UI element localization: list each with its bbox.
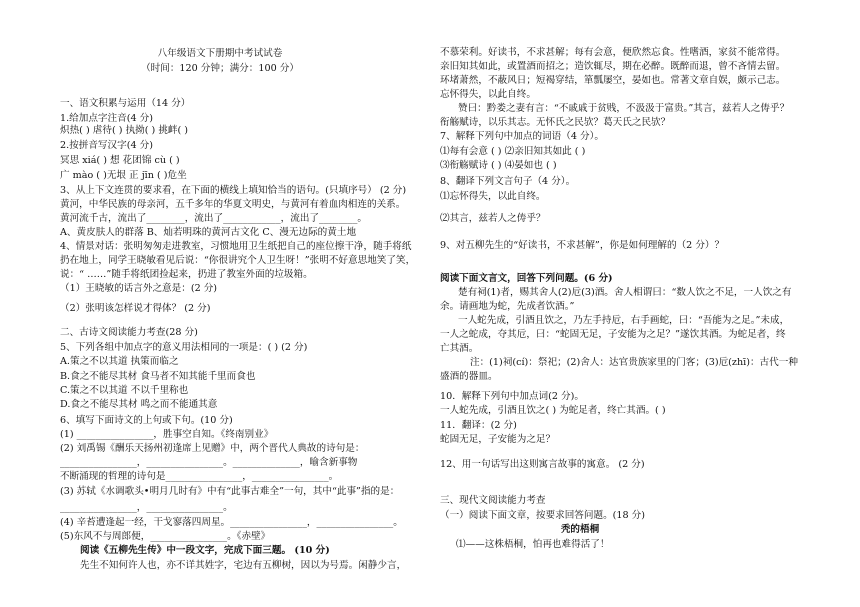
passage-line: 不慕荣利。好读书，不求甚解；每有会意，便欣然忘食。性嗜酒，家贫不能常得。 — [440, 47, 786, 58]
question-line: ________________，________________。 — [60, 502, 233, 513]
question-line: ________________，________________。______________，喻含新事物 — [60, 457, 358, 468]
question-line: 广 mào ( )无垠 正 jīn ( )危坐 — [60, 170, 187, 181]
passage-line: 余。请画地为蛇，先成者饮酒。” — [440, 301, 575, 312]
passage-line: ⑴——这株梧桐，怕再也难得活了！ — [456, 539, 610, 550]
question-line: 说：“ ……”随手将纸团捡起来，扔进了教室外面的垃圾箱。 — [60, 269, 313, 280]
question-line: 6、填写下面诗文的上句或下句。(10 分) — [60, 415, 233, 426]
question-line: 7、解释下列句中加点的词语（4 分）。 — [440, 131, 604, 142]
option-line: A.策之不以其道 执策而临之 — [60, 356, 179, 367]
question-line: 3、从上下文连贯的要求看，在下面的横线上填知恰当的语句。(只填序号） (2 分) — [60, 185, 407, 196]
question-line: 冥思 xiá( ) 想 花团锦 cù ( ) — [60, 155, 180, 166]
question-line: （1）王晓敏的话言外之意是：(2 分) — [60, 283, 218, 294]
passage-line: 赞曰：黔娄之妻有言：“不戚戚于贫贱，不汲汲于富贵。”其言，兹若人之俦乎？ — [458, 103, 790, 114]
section-heading: 一、语文积累与运用（14 分） — [60, 98, 191, 109]
question-line: A、黄皮肤人的群落 B、灿若明珠的黄河古文化 C、漫无边际的黄土地 — [60, 227, 357, 238]
question-line: 2.按拼音写汉字(4 分) — [60, 140, 153, 151]
reading-heading: 阅读《五柳先生传》中一段文字，完成下面三题。 (10 分) — [80, 545, 330, 556]
passage-line: 亲旧知其如此，或置酒而招之；造饮辄尽，期在必醉。既醉而退，曾不吝情去留。 — [440, 61, 786, 72]
question-line: （一）阅读下面文章，按要求回答问题。(18 分) — [440, 510, 646, 521]
section-heading: 三、现代文阅读能力考查 — [440, 495, 546, 506]
question-line: ⑴每有会意 ( ) ⑵亲旧知其如此 ( ) — [440, 146, 586, 157]
question-line: 8、翻译下列文言句子（4 分）。 — [440, 176, 576, 187]
passage-line: 楚有祠(1)者，赐其舍人(2)卮(3)酒。舍人相谓曰：“数人饮之不足，一人饮之有 — [458, 287, 792, 298]
passage-line: 一人蛇先成，引酒且饮之，乃左手持卮，右手画蛇，曰：“吾能为之足。”未成， — [458, 315, 790, 326]
annotation-line: 盛酒的器皿。 — [440, 371, 498, 382]
question-line: 12、用一句话写出这则寓言故事的寓意。 (2 分) — [440, 459, 645, 470]
option-line: D.食之不能尽其材 鸣之而不能通其意 — [60, 399, 218, 410]
passage-line: 衔觞赋诗，以乐其志。无怀氏之民欤？葛天氏之民欤？ — [440, 117, 671, 128]
passage-line: 先生不知何许人也，亦不详其姓字，宅边有五柳树，因以为号焉。闲静少言， — [80, 560, 407, 571]
question-line: （2）张明该怎样说才得体？ (2 分) — [60, 303, 211, 314]
question-line: 5、下列各组中加点字的意义用法相同的一项是：( ) (2 分) — [60, 342, 308, 353]
question-line: 4、情景对话：张明匆匆走进教室，习惯地用卫生纸把自己的座位擦干净，随手将纸 — [60, 241, 412, 252]
question-line: 一人蛇先成，引酒且饮之( ) 为蛇足者，终亡其酒。( ) — [440, 405, 666, 416]
question-line: 蛇固无足，子安能为之足？ — [440, 434, 556, 445]
question-line: 炽热( ) 虐待( ) 执拗( ) 挑衅( ) — [60, 125, 189, 136]
question-line: (5)东风不与周郎便，________________。《赤壁》 — [60, 531, 271, 542]
question-line: (4) 辛苔遭逢起一经，干戈寥落四周星。________________，________________。 — [60, 517, 403, 528]
question-line: 黄河，中华民族的母亲河，五千多年的华夏文明史，与黄河有着血肉相连的关系。 — [60, 199, 406, 210]
question-line: 不断涌现的哲理的诗句是________________，________________。 — [60, 471, 339, 482]
question-line: (1) ________________，胜事空自知。《终南别业》 — [60, 429, 274, 440]
exam-title: 八年级语文下册期中考试试卷 — [157, 48, 283, 59]
question-line: (3) 苏轼《水调歌头•明月几时有》中有“此事古难全”一句，其中“此事”指的是： — [60, 486, 400, 497]
question-line: 1.给加点字注音(4 分) — [60, 113, 153, 124]
option-line: B.食之不能尽其材 食马者不知其能千里而食也 — [60, 371, 256, 382]
option-line: C.策之不以其道 不以千里称也 — [60, 385, 189, 396]
exam-subtitle: （时间：120 分钟；满分：100 分） — [141, 63, 299, 74]
reading-heading: 阅读下面文言文，回答下列问题。(6 分) — [440, 273, 613, 284]
section-heading: 二、古诗文阅读能力考查(28 分) — [60, 327, 198, 338]
article-title: 秃的梧桐 — [560, 524, 600, 535]
passage-line: 亡其酒。 — [440, 343, 479, 354]
question-line: (2) 刘禹锡《酬乐天扬州初逢席上见赠》中，两个晋代人典故的诗句是： — [60, 443, 365, 454]
question-line: ⑶衔觞赋诗 ( ) ⑷晏如也 ( ) — [440, 160, 557, 171]
question-line: 黄河流千古，流出了________，流出了____________，流出了________。 — [60, 213, 367, 224]
question-line: ⑵其言，兹若人之俦乎？ — [440, 213, 546, 224]
question-line: 10．解释下列句中加点词(2 分)。 — [440, 391, 584, 402]
passage-line: 一人之蛇成，夺其卮，曰：“蛇固无足，子安能为之足？”遂饮其酒。为蛇足者，终 — [440, 329, 786, 340]
question-line: ⑴忘怀得失，以此自终。 — [440, 191, 546, 202]
question-line: 扔在地上，同学王晓敏看见后说：“你很讲究个人卫生呀！”张明不好意思地笑了笑， — [60, 255, 416, 266]
passage-line: 环堵萧然，不蔽风日；短褐穿结，箪瓢屡空，晏如也。常著文章自娱，颇示己志。 — [440, 75, 786, 86]
passage-line: 忘怀得失，以此自终。 — [440, 89, 536, 100]
question-line: 11．翻译：(2 分) — [440, 420, 517, 431]
annotation-line: 注：(1)祠(cí)：祭祀；(2)舍人：达官贵族家里的门客；(3)卮(zhī)：古代一种 — [470, 357, 798, 368]
question-line: 9、对五柳先生的“好读书，不求甚解”，你是如何理解的（2 分）？ — [440, 240, 725, 251]
